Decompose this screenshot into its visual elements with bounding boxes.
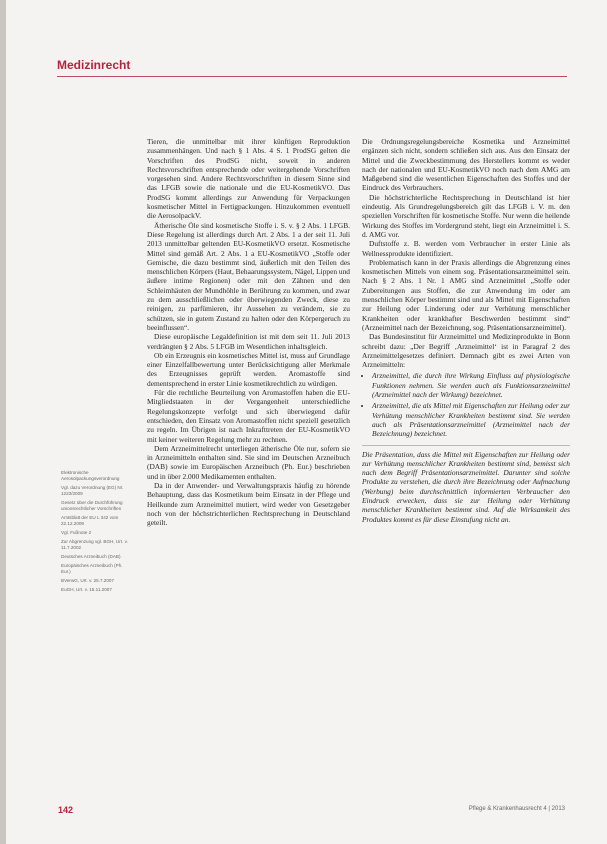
footnote: Vgl. dazu Verordnung (EG) Nr. 1223/2009 <box>61 485 124 496</box>
paragraph: Die höchstrichterliche Rechtsprechung in Deutschland ist hier eindeutig. Als Grundregelungsbereich gilt das LFGB i. V. m. den speziellen Vorschriften für kosmetische Stoffe. Nur wenn die heilende Wirkung des Stoffes im Vordergrund steht, liegt ein Arzneimittel i. S. d. AMG vor. <box>362 192 570 239</box>
list-item: • Arzneimittel, die als Mittel mit Eigenschaften zur Heilung oder zur Verhütung menschlicher Krankheiten bestimmt sind. Sie werden auch als Präsentationsarzneimittel (Arzneimittel nach der Bezeichnung) bezeichnet. <box>372 401 570 438</box>
footnote: Europäisches Arzneibuch (Ph. Eur.) <box>61 563 123 574</box>
paragraph: Die Ordnungsregelungsbereiche Kosmetika und Arzneimittel ergänzen sich nicht, sondern schließen sich aus. Aus den Einsatz der Mittel und die Zweckbestimmung des Herstellers kommt es weder nach der nationalen und EU-KosmetikVO noch nach dem AMG am Maßgebend sind die wesentlichen Eigenschaften des Stoffes und der Eindruck des Verbrauchers. <box>362 137 570 193</box>
footnote: EuGH, Urt. v. 15.11.2007 <box>61 587 112 592</box>
paragraph: Für die rechtliche Beurteilung von Aromastoffen haben die EU-Mitgliedstaaten in der Vergangenheit unterschiedliche Regelungskonzepte verfolgt und sich überwiegend dafür entschieden, den Einsatz von Aromastoffen nicht speziell gesetzlich zu regeln. Im Übrigen ist nach Inkrafttreten der EU-KosmetikVO mit keiner weiteren Regelung mehr zu rechnen. <box>147 388 350 444</box>
text-column-right <box>362 137 570 524</box>
footnote: Gesetz über die Durchführung unionsrechtlicher Vorschriften <box>61 500 123 511</box>
footnote: Vgl. Fußnote 2 <box>61 530 92 535</box>
paragraph: Ob ein Erzeugnis ein kosmetisches Mittel ist, muss auf Grundlage einer Einzelfallbewertung unter Berücksichtigung aller Merkmale des Erzeugnisses geprüft werden. Aromastoffe sind dementsprechend in erster Linie kosmetikrechtlich zu würdigen. <box>147 350 350 388</box>
paragraph: Diese europäische Legaldefinition ist mit dem seit 11. Juli 2013 verdrängten § 2 Abs. 5 LFGB im Wesentlichen inhaltsgleich. <box>147 332 350 351</box>
boxed-paragraph: Die Präsentation, dass die Mittel mit Eigenschaften zur Heilung oder zur Verhütung menschlicher Krankheiten bestimmt sind, bemisst sich nach dem Begriff Präsentationsarzneimittel. Darunter sind solche Produkte zu verstehen, die durch ihre Bezeichnung oder Aufmachung (Werbung) beim durchschnittlich informierten Verbraucher den Eindruck erwecken, dass sie zur Heilung oder Verhütung menschlicher Krankheiten bestimmt sind. Auf die Wirksamkeit des Produktes kommt es für diese Einstufung nicht an. <box>362 445 570 524</box>
paragraph: Ätherische Öle sind kosmetische Stoffe i. S. v. § 2 Abs. 1 LFGB. Diese Regelung ist allerdings durch Art. 2 Abs. 1 a der seit 11. Juli 2013 unmittelbar geltenden EU-KosmetikVO ersetzt. Kosmetische Mittel sind gemäß Art. 2 Abs. 1 a EU-KosmetikVO „Stoffe oder Gemische, die dazu bestimmt sind, äußerlich mit den Teilen des menschlichen Körpers (Haut, Behaarungssystem, Nägel, Lippen und äußere intime Regionen) oder mit den Zähnen und den Schleimhäuten der Mundhöhle in Berührung zu kommen, und zwar zu dem ausschließlichen oder überwiegenden Zweck, diese zu reinigen, zu parfümieren, ihr Aussehen zu verändern, sie zu schützen, sie in gutem Zustand zu halten oder den Körpergeruch zu beeinflussen“. <box>147 220 350 332</box>
footnote: Zur Abgrenzung vgl. BGH, Urt. v. 11.7.2002 <box>61 539 128 550</box>
footnote: Amtsblatt der EU L 342 vom 22.12.2009 <box>61 515 119 526</box>
page-edge-bar <box>0 0 6 844</box>
page-number: 142 <box>58 805 74 815</box>
footnote: BVerwG, Urt. v. 25.7.2007 <box>61 578 115 583</box>
footnotes <box>61 470 133 596</box>
text-column-left <box>147 137 350 527</box>
paragraph: Tieren, die unmittelbar mit ihrer künftigen Reproduktion zusammenhängen. Und nach § 1 Abs. 4 S. 1 ProdSG gelten die Vorschriften des ProdSG nicht, soweit in anderen Rechtsvorschriften entsprechende oder weitergehende Vorschriften vorgesehen sind. Andere Rechtsvorschriften in diesem Sinne sind das LFGB sowie die nationale und die EU-KosmetikVO. Das ProdSG kommt allerdings zur Anwendung für Verpackungen kosmetischer Mittel in Fertigpackungen. Hinzukommen eventuell die AerosolpackV. <box>147 137 350 221</box>
paragraph: Dem Arzneimittelrecht unterliegen ätherische Öle nur, sofern sie in Arzneimitteln enthalten sind. Sie sind im Deutschen Arzneibuch (DAB) sowie im Europäischen Arzneibuch (Ph. Eur.) beschrieben und in über 2.000 Medikamenten enthalten. <box>147 443 350 481</box>
paragraph: Duftstoffe z. B. werden vom Verbraucher in erster Linie als Wellnessprodukte identifiziert. <box>362 239 570 258</box>
section-title: Medizinrecht <box>57 58 131 72</box>
paragraph: Problematisch kann in der Praxis allerdings die Abgrenzung eines kosmetischen Mittels von einem sog. Präsentationsarzneimittel sein. Nach § 2 Abs. 1 Nr. 1 AMG sind Arzneimittel „Stoffe oder Zubereitungen aus Stoffen, die zur Anwendung im oder am menschlichen Körper bestimmt sind und als Mittel mit Eigenschaften zur Heilung oder Linderung oder zur Verhütung menschlicher Krankheiten oder krankhafter Beschwerden bestimmt sind“ (Arzneimittel nach der Bezeichnung, sog. Präsentationsarzneimittel). <box>362 257 570 332</box>
footnote: Deutsches Arzneibuch (DAB) <box>61 554 121 559</box>
bullet-list <box>362 371 570 438</box>
list-item: • Arzneimittel, die durch ihre Wirkung Einfluss auf physiologische Funktionen nehmen. Sie werden auch als Funktionsarzneimittel (Arzneimittel nach der Wirkung) bezeichnet. <box>372 371 570 399</box>
header-rule <box>57 76 567 77</box>
footnote: Elektronische Aerosolpackungsverordnung <box>61 470 120 481</box>
paragraph: Das Bundesinstitut für Arzneimittel und Medizinprodukte in Bonn schreibt dazu: „Der Begriff ‚Arzneimittel‘ ist in Paragraf 2 des Arzneimittelgesetzes definiert. Demnach gibt es zwei Arten von Arzneimitteln: <box>362 332 570 370</box>
paragraph: Da in der Anwender- und Verwaltungspraxis häufig zu hörende Behauptung, dass das Kosmetikum beim Einsatz in der Pflege und Heilkunde zum Arzneimittel mutiert, wird weder von Gesetzgeber noch von der höchstrichterlichen Rechtsprechung in Deutschland geteilt. <box>147 480 350 528</box>
journal-footer: Pflege & Krankenhausrecht 4 | 2013 <box>468 806 565 812</box>
